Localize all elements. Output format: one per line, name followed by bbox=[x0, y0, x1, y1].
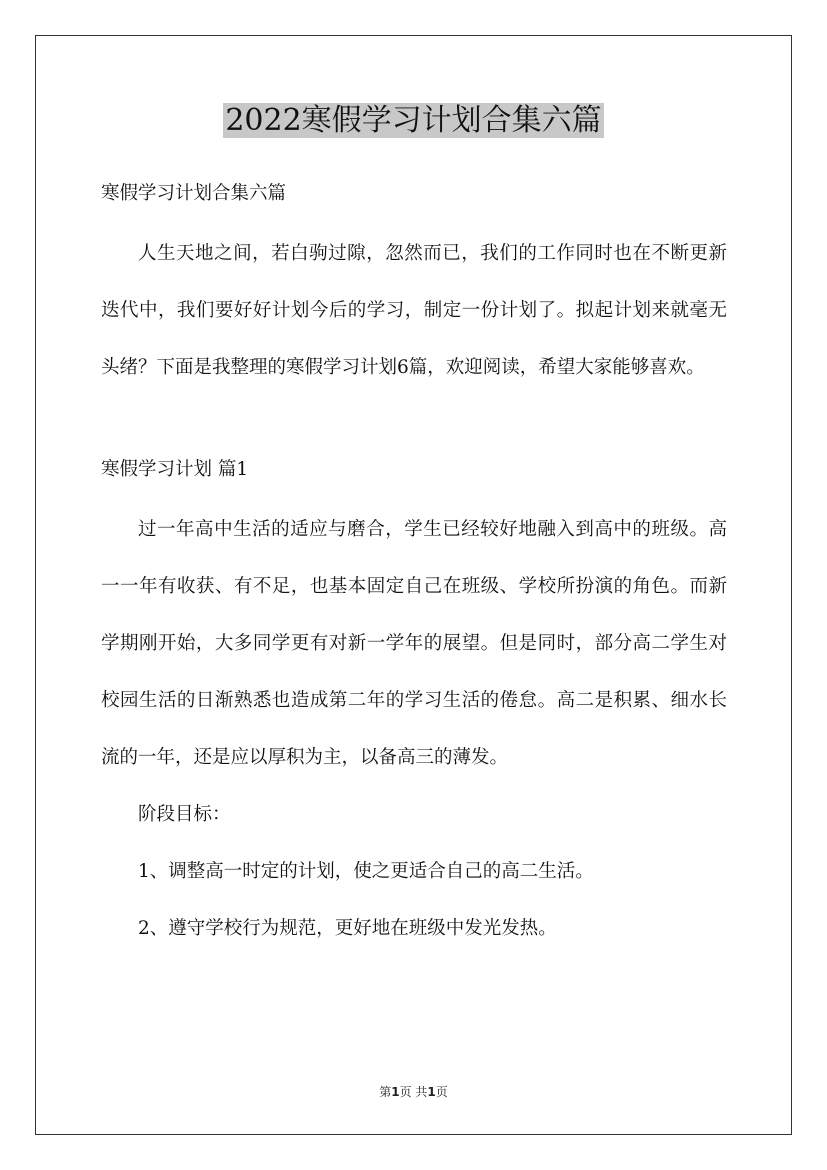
goals-heading: 阶段目标： bbox=[138, 804, 231, 825]
document-title bbox=[0, 100, 827, 142]
goal-item: 1、调整高一时定的计划，使之更适合自己的高二生活。 bbox=[138, 861, 594, 882]
spacer bbox=[101, 396, 727, 451]
page-total: 1 bbox=[427, 1085, 436, 1099]
page-label: 第 bbox=[379, 1085, 392, 1099]
document-body bbox=[101, 175, 727, 957]
section-paragraph: 过一年高中生活的适应与磨合，学生已经较好地融入到高中的班级。高一一年有收获、有不足，也基本固定自己在班级、学校所扮演的角色。而新学期刚开始，大多同学更有对新一学年的展望。但是同时，部分高二学生对校园生活的日渐熟悉也造成第二年的学习生活的倦怠。高二是积累、细水长流的一年，还是应以厚积为主，以备高三的薄发。 bbox=[101, 519, 727, 768]
document-title-text: 2022寒假学习计划合集六篇 bbox=[225, 103, 602, 138]
page-label: 页 bbox=[435, 1085, 448, 1099]
page-label: 页 共 bbox=[399, 1085, 428, 1099]
section-heading: 寒假学习计划 篇1 bbox=[101, 459, 249, 480]
document-subtitle: 寒假学习计划合集六篇 bbox=[101, 183, 287, 204]
page-number: 1 bbox=[391, 1085, 400, 1099]
intro-paragraph: 人生天地之间，若白驹过隙，忽然而已，我们的工作同时也在不断更新迭代中，我们要好好计划今后的学习，制定一份计划了。拟起计划来就毫无头绪？下面是我整理的寒假学习计划6篇，欢迎阅读，希望大家能够喜欢。 bbox=[101, 243, 727, 378]
page-footer bbox=[0, 1083, 827, 1100]
goal-item: 2、遵守学校行为规范，更好地在班级中发光发热。 bbox=[138, 918, 557, 939]
